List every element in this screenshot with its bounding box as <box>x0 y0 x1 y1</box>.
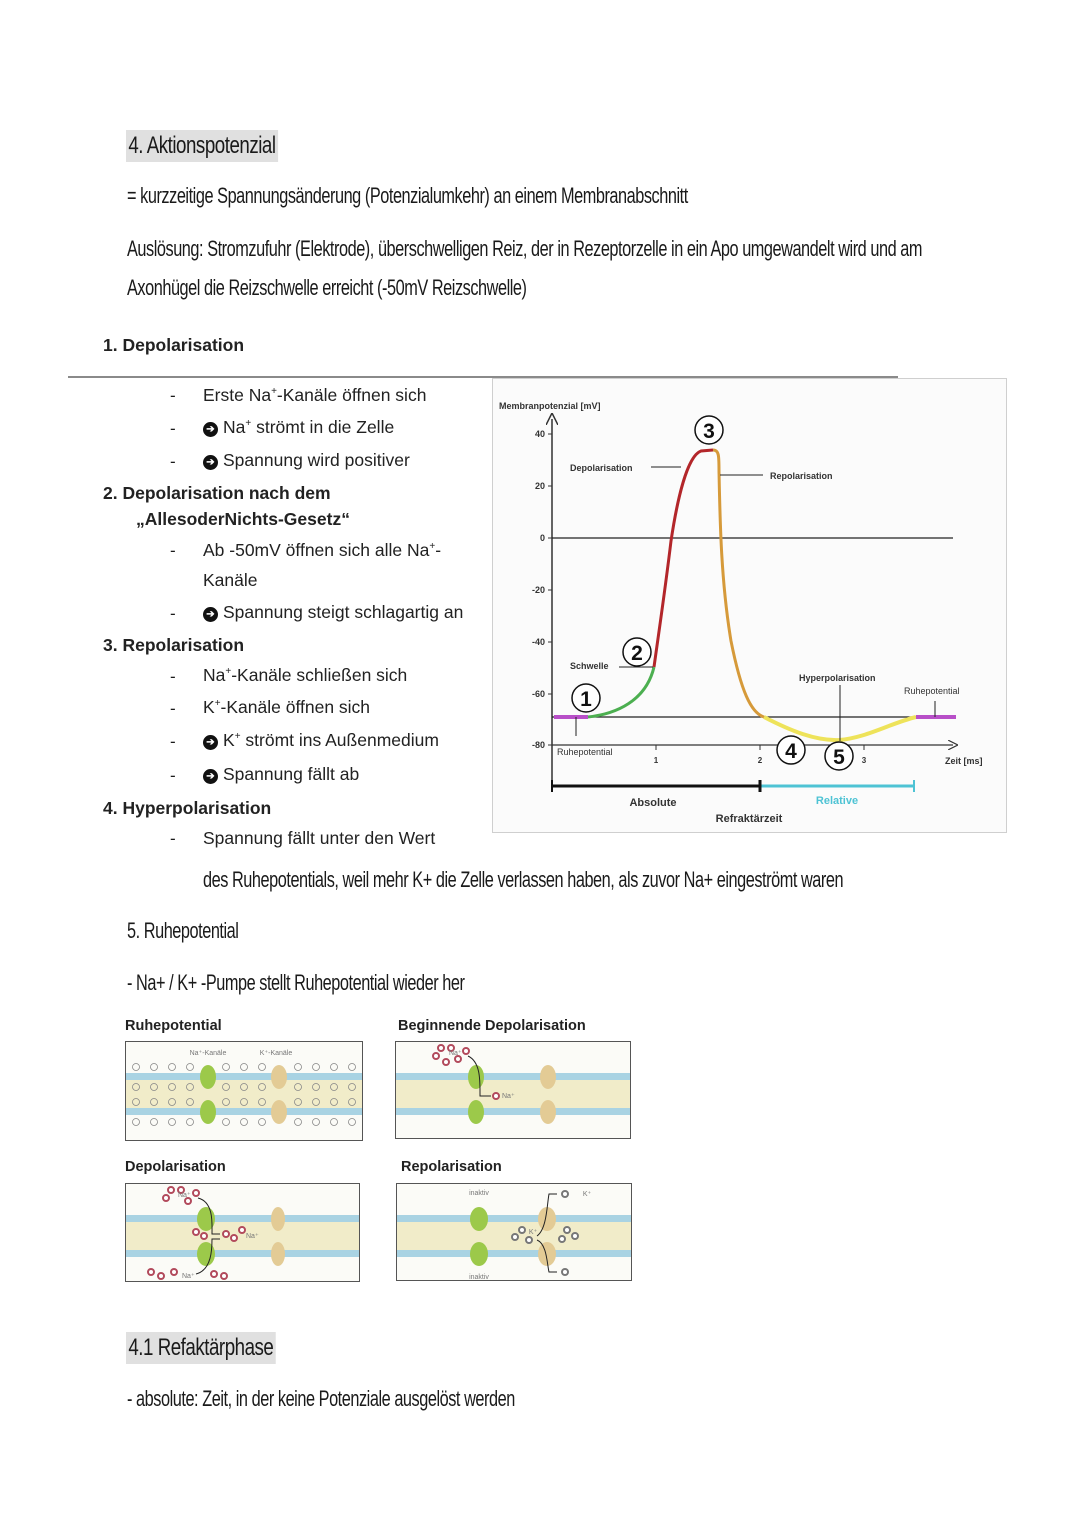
arrow-bullet-icon: ➔ <box>203 735 218 750</box>
figure-ruhepotential <box>125 1041 363 1141</box>
bullet-dash: - <box>170 766 176 785</box>
figure-title-ruhepotential: Ruhepotential <box>125 1018 222 1034</box>
section-heading-refraktaerphase: 4.1 Refaktärphase <box>126 1332 276 1364</box>
trigger-text-line2: Axonhügel die Reizschwelle erreicht (-50mV Reizschwelle) <box>127 275 527 300</box>
label-k-ions: K⁺ <box>582 1191 592 1198</box>
circle-label-5: 5 <box>833 746 845 769</box>
arrow-bullet-icon: ➔ <box>203 769 218 784</box>
membrane-diagram <box>396 1042 631 1139</box>
label-na-ions: Na⁺ <box>449 1050 462 1057</box>
phase3-item2: K+-Kanäle öffnen sich <box>203 697 371 717</box>
refractory-absolute-label: Absolute <box>629 797 677 809</box>
bullet-dash: - <box>170 604 176 623</box>
bullet-dash: - <box>170 541 176 560</box>
label-na-ions-inside: Na⁺ <box>246 1233 259 1240</box>
figure-depolarisation <box>125 1183 360 1282</box>
section-heading-aktionspotenzial: 4. Aktionspotenzial <box>126 130 278 162</box>
refractory-relative-label: Relative <box>815 795 859 807</box>
label-inaktiv-bottom: inaktiv <box>469 1274 489 1281</box>
y-tick-minus20: -20 <box>531 585 545 595</box>
definition-text: = kurzzeitige Spannungsänderung (Potenzialumkehr) an einem Membranabschnitt <box>127 183 688 208</box>
y-tick-minus60: -60 <box>531 689 545 699</box>
y-tick-minus40: -40 <box>531 637 545 647</box>
annotation-depolarisation: Depolarisation <box>570 463 633 473</box>
phase2-title-line2: „AllesoderNichts-Gesetz“ <box>136 509 350 529</box>
phase2-item2: ➔ Spannung steigt schlagartig an <box>203 602 463 623</box>
x-tick-1: 1 <box>653 756 659 765</box>
chart-svg <box>493 379 1008 834</box>
phase2-item1-cont: Kanäle <box>203 570 258 590</box>
section41-text: - absolute: Zeit, in der keine Potenziale ausgelöst werden <box>127 1386 515 1411</box>
circle-label-1: 1 <box>580 688 592 711</box>
phase4-item1: Spannung fällt unter den Wert <box>203 828 436 848</box>
x-axis-label: Zeit [ms] <box>945 756 983 766</box>
membrane-diagram <box>126 1184 360 1282</box>
phase3-title: 3. Repolarisation <box>103 635 245 655</box>
phase4-title: 4. Hyperpolarisation <box>103 798 272 818</box>
x-tick-2: 2 <box>757 756 763 765</box>
refractory-label: Refraktärzeit <box>715 813 783 825</box>
figure-title-repolarisation: Repolarisation <box>401 1159 502 1175</box>
figure-title-beginnende-depolarisation: Beginnende Depolarisation <box>398 1018 586 1034</box>
x-tick-3: 3 <box>861 756 867 765</box>
bullet-dash: - <box>170 829 176 848</box>
bullet-dash: - <box>170 452 176 471</box>
action-potential-chart <box>492 378 1007 833</box>
label-inaktiv-top: inaktiv <box>469 1190 489 1197</box>
bullet-dash: - <box>170 732 176 751</box>
circle-label-4: 4 <box>785 740 797 763</box>
phase3-item3: ➔ K+ strömt ins Außenmedium <box>203 730 439 751</box>
phase1-item2: ➔ Na+ strömt in die Zelle <box>203 417 394 438</box>
annotation-ruhepotential-left: Ruhepotential <box>557 747 613 757</box>
phase1-item3: ➔ Spannung wird positiver <box>203 450 410 471</box>
phase2-item1: Ab -50mV öffnen sich alle Na+- <box>203 540 442 560</box>
bullet-dash: - <box>170 419 176 438</box>
label-na-channels: Na⁺-Kanäle <box>189 1050 227 1057</box>
phase2-title-line1: 2. Depolarisation nach dem <box>103 483 331 503</box>
label-na-ions-inside: Na⁺ <box>502 1093 515 1100</box>
figure-beginnende-depolarisation <box>395 1041 631 1139</box>
label-na-ions-bottom: Na⁺ <box>182 1273 195 1280</box>
y-tick-20: 20 <box>534 481 545 491</box>
bullet-dash: - <box>170 699 176 718</box>
y-tick-0: 0 <box>539 533 545 543</box>
phase1-item1: Erste Na+-Kanäle öffnen sich <box>203 385 427 405</box>
phase3-item4: ➔ Spannung fällt ab <box>203 764 359 785</box>
figure-repolarisation <box>396 1183 632 1281</box>
arrow-bullet-icon: ➔ <box>203 455 218 470</box>
y-axis-label: Membranpotenzial [mV] <box>499 401 601 411</box>
figure-title-depolarisation: Depolarisation <box>125 1159 226 1175</box>
membrane-diagram <box>126 1042 363 1141</box>
annotation-hyperpolarisation: Hyperpolarisation <box>799 673 876 683</box>
trigger-text-line1: Auslösung: Stromzufuhr (Elektrode), überschwelligen Reiz, der in Rezeptorzelle in ein Apo umgewandelt wird und am <box>127 236 923 261</box>
annotation-ruhepotential-right: Ruhepotential <box>904 686 960 696</box>
annotation-repolarisation: Repolarisation <box>770 471 833 481</box>
phase4-item1-cont: des Ruhepotentials, weil mehr K+ die Zelle verlassen haben, als zuvor Na+ eingeströmt waren <box>203 867 844 892</box>
label-k-channels: K⁺-Kanäle <box>259 1050 293 1057</box>
section5-title: 5. Ruhepotential <box>127 918 239 943</box>
y-tick-40: 40 <box>534 429 545 439</box>
arrow-bullet-icon: ➔ <box>203 422 218 437</box>
circle-label-2: 2 <box>631 642 643 665</box>
arrow-bullet-icon: ➔ <box>203 607 218 622</box>
phase3-item1: Na+-Kanäle schließen sich <box>203 665 408 685</box>
membrane-diagram <box>397 1184 632 1281</box>
label-na-ions: Na⁺ <box>178 1192 191 1199</box>
y-tick-minus80: -80 <box>531 740 545 750</box>
bullet-dash: - <box>170 386 176 405</box>
bullet-dash: - <box>170 667 176 686</box>
label-k-ions-inside: K⁺ <box>528 1229 538 1236</box>
section5-text: - Na+ / K+ -Pumpe stellt Ruhepotential wieder her <box>127 970 465 995</box>
circle-label-3: 3 <box>703 420 715 443</box>
annotation-schwelle: Schwelle <box>570 661 609 671</box>
phase1-title: 1. Depolarisation <box>103 335 245 355</box>
